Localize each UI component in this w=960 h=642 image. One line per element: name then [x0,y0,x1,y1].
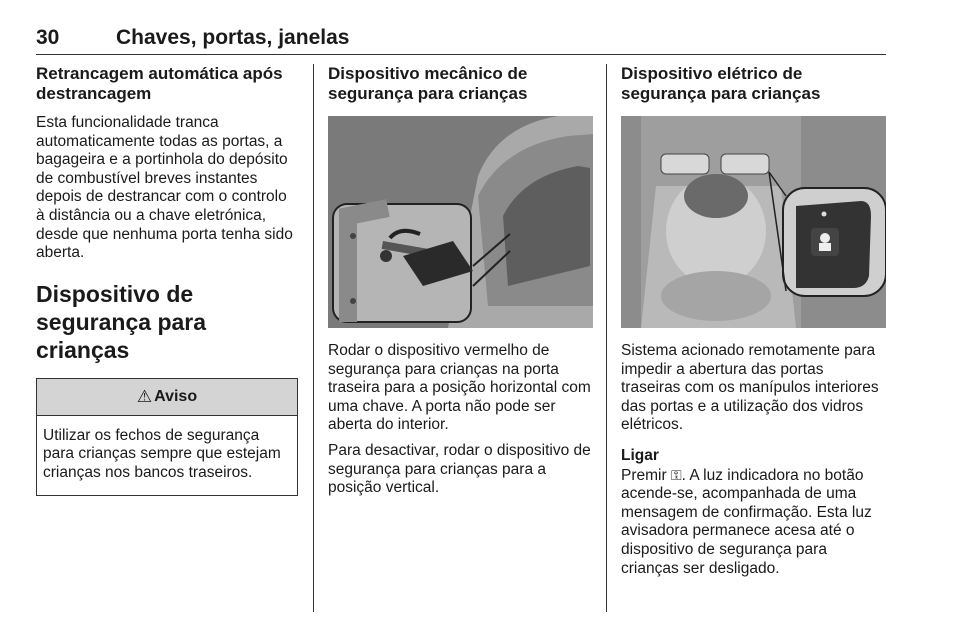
warning-text: Utilizar os fechos de segurança para crianças sempre que estejam crianças nos bancos traseiros. [43,426,281,481]
activate-rest: . A luz indicadora no botão acende-se, acompanhada de uma mensagem de confirmação. Esta luz avisadora permanece acesa até o dispositivo de segurança para crianças ser desligado. [621,466,872,577]
page-number: 30 [36,26,60,49]
electric-lock-description: Sistema acionado remotamente para impedir a abertura das portas traseiras com os manípulos interiores das portas e a utilização dos vidros elétricos. [621,342,879,434]
column-1 [36,64,298,496]
section-title-child-safety: Dispositivo de segurança para crianças [36,280,207,363]
auto-relock-text: Esta funcionalidade tranca automaticamente todas as portas, a bagageira e a portinhola do depósito de combustível breves instantes depois de destrancar com o controlo à distância ou a chave eletrónica, desde que nenhuma porta tenha sido aberta. [36,114,293,262]
warning-title: Aviso [154,387,198,405]
column-2 [328,64,593,498]
page-header [36,26,886,55]
column-3 [621,64,886,578]
console-button-drawing [621,116,886,328]
column-divider [313,64,314,612]
electric-lock-illustration [621,116,886,328]
mechanical-lock-deactivate: Para desactivar, rodar o dispositivo de segurança para crianças para a posição vertical. [328,441,591,497]
section-heading-mechanical-lock: Dispositivo mecânico de segurança para crianças [328,64,528,103]
warning-header [37,379,297,416]
mechanical-lock-illustration [328,116,593,328]
child-lock-icon: ⚿ [670,466,682,483]
warning-triangle-icon: ⚠ [136,386,153,406]
mechanical-lock-instructions: Rodar o dispositivo vermelho de segurança para crianças na porta traseira para a posição horizontal com uma chave. A porta não pode ser aberta do interior. [328,342,591,434]
electric-lock-activate-text [621,466,886,579]
warning-body [37,416,297,495]
subheading-ligar: Ligar [621,446,659,464]
section-heading-auto-relock: Retrancagem automática após destrancagem [36,64,283,103]
warning-box [36,378,298,496]
section-heading-electric-lock: Dispositivo elétrico de segurança para crianças [621,64,821,103]
door-key-drawing [328,116,593,328]
column-divider [606,64,607,612]
premir-word: Premir [621,466,667,484]
page-title: Chaves, portas, janelas [116,26,350,49]
